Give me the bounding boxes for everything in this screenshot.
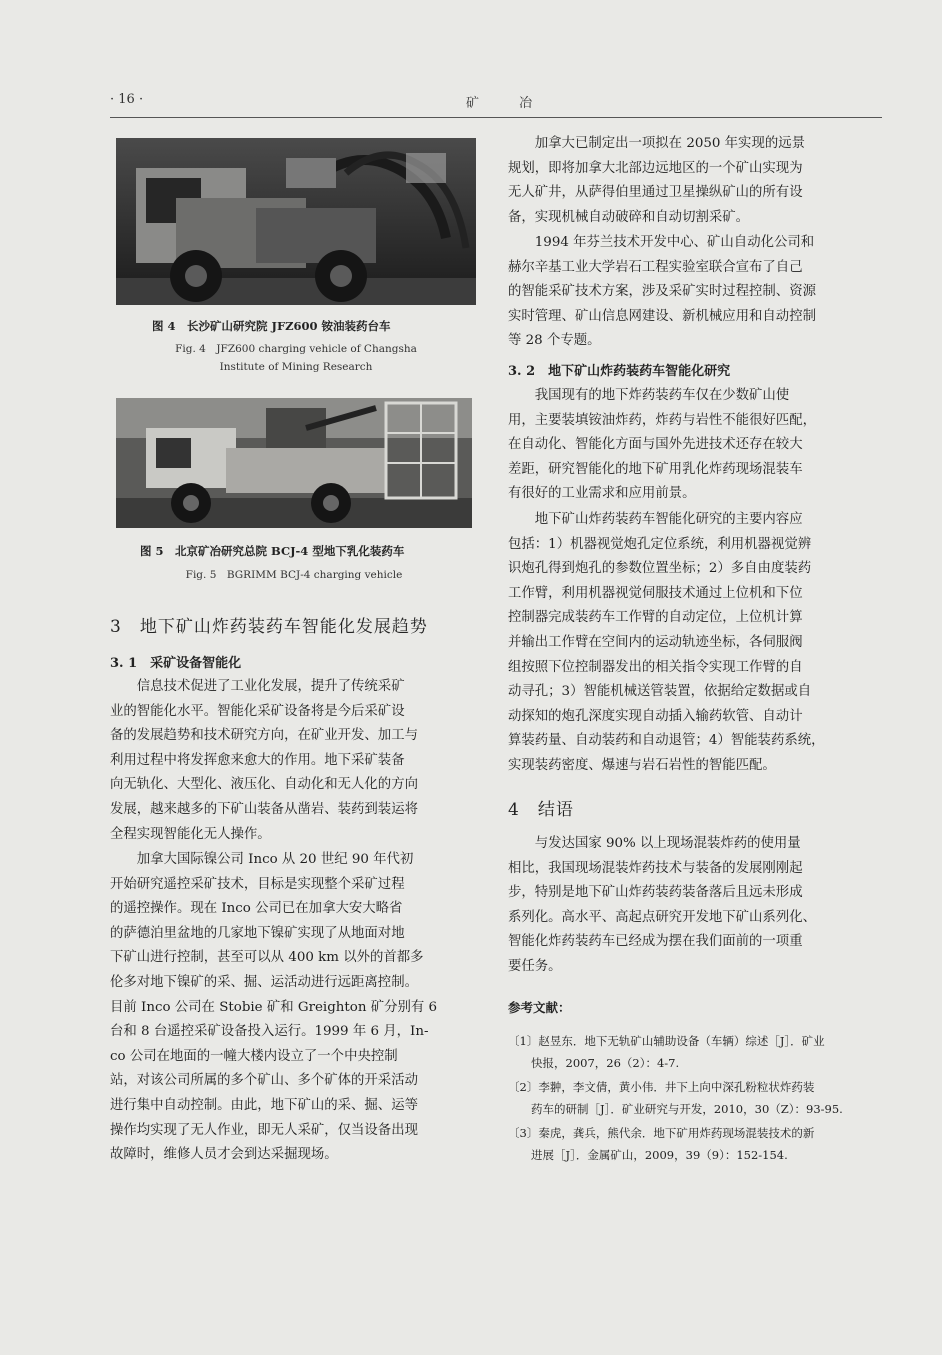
text-line: 的萨德泊里盆地的几家地下镍矿实现了从地面对地 (110, 925, 405, 941)
figure-5-photo (116, 398, 472, 528)
text-line: 全程实现智能化无人操作。 (110, 826, 271, 842)
text-line: 识炮孔得到炮孔的参数位置坐标；2）多自由度装药 (508, 561, 812, 577)
reference-2 (508, 1076, 876, 1120)
text-line: 动寻孔；3）智能机械送管装置，依据给定数据或自 (508, 684, 812, 700)
text-line: 操作均实现了无人作业，即无人采矿，仅当设备出现 (110, 1122, 418, 1138)
text-line: 算装药量、自动装药和自动退管；4）智能装药系统， (508, 733, 825, 749)
text-line: 〔1〕赵昱东．地下无轨矿山辅助设备（车辆）综述［J］．矿业 (508, 1034, 825, 1048)
figure-4-caption-en-2: Institute of Mining Research (219, 361, 373, 373)
text-line: 动探知的炮孔深度实现自动插入输药软管、自动计 (508, 708, 803, 724)
left-paragraph-1 (110, 675, 482, 847)
text-line: 〔2〕李翀，李文倩，黄小伟．井下上向中深孔粉粒状炸药装 (508, 1080, 815, 1094)
text-line: 药车的研制［J］．矿业研究与开发，2010，30（Z）：93-95. (508, 1102, 843, 1116)
text-line: 在自动化、智能化方面与国外先进技术还存在较大 (508, 437, 803, 453)
text-line: 发展，越来越多的下矿山装备从凿岩、装药到装运将 (110, 801, 418, 817)
text-line: 的遥控操作。现在 Inco 公司已在加拿大安大略省 (110, 901, 403, 917)
journal-name: 矿 冶 (466, 96, 551, 111)
references-title: 参考文献： (508, 1000, 571, 1015)
right-paragraph-2 (508, 231, 882, 354)
reference-3 (508, 1122, 876, 1166)
text-line: 向无轨化、大型化、液压化、自动化和无人化的方向 (110, 777, 418, 793)
text-line: 等 28 个专题。 (508, 333, 601, 349)
figure-5-caption-en: Fig. 5 BGRIMM BCJ-4 charging vehicle (185, 569, 403, 581)
text-line: 加拿大已制定出一项拟在 2050 年实现的远景 (508, 136, 806, 151)
text-line: 系列化。高水平、高起点研究开发地下矿山系列化、 (508, 909, 816, 925)
text-line: 并输出工作臂在空间内的运动轨迹坐标，各伺服阀 (508, 634, 803, 650)
text-line: 步，特别是地下矿山炸药装药装备落后且远未形成 (508, 885, 803, 901)
text-line: 控制器完成装药车工作臂的自动定位，上位机计算 (508, 610, 803, 626)
text-line: 下矿山进行控制，甚至可以从 400 km 以外的首都多 (110, 950, 424, 966)
section-3-title: 3 地下矿山炸药装药车智能化发展趋势 (110, 617, 428, 637)
header-rule (110, 117, 882, 118)
text-line: 开始研究遥控采矿技术，目标是实现整个采矿过程 (110, 876, 405, 892)
text-line: 的智能采矿技术方案，涉及采矿实时过程控制、资源 (508, 284, 816, 300)
subsection-3-2-title: 3. 2 地下矿山炸药装药车智能化研究 (508, 364, 731, 379)
text-line: 工作臂，利用机器视觉伺服技术通过上位机和下位 (508, 585, 803, 601)
text-line: 备的发展趋势和技术研究方向，在矿业开发、加工与 (110, 728, 418, 744)
page-number: · 16 · (110, 92, 144, 107)
text-line: co 公司在地面的一幢大楼内设立了一个中央控制 (110, 1048, 398, 1064)
text-line: 与发达国家 90% 以上现场混装炸药的使用量 (508, 836, 801, 851)
text-line: 要任务。 (508, 958, 562, 974)
text-line: 组按照下位控制器发出的相关指令实现工作臂的自 (508, 659, 803, 675)
text-line: 有很好的工业需求和应用前景。 (508, 486, 696, 502)
text-line: 〔3〕秦虎，龚兵，熊代余．地下矿用炸药现场混装技术的新 (508, 1126, 815, 1140)
figure-5-caption: 图 5 北京矿冶研究总院 BCJ-4 型地下乳化装药车 (140, 544, 405, 558)
text-line: 实现装药密度、爆速与岩石岩性的智能匹配。 (508, 757, 776, 773)
text-line: 加拿大国际镍公司 Inco 从 20 世纪 90 年代初 (110, 852, 414, 867)
text-line: 我国现有的地下炸药装药车仅在少数矿山使 (508, 388, 790, 403)
figure-4-photo (116, 138, 476, 305)
right-paragraph-3 (508, 384, 882, 507)
text-line: 伦多对地下镍矿的采、掘、运活动进行远距离控制。 (110, 974, 418, 990)
text-line: 相比，我国现场混装炸药技术与装备的发展刚刚起 (508, 860, 803, 876)
subsection-3-1-title: 3. 1 采矿设备智能化 (110, 656, 242, 671)
text-line: 赫尔辛基工业大学岩石工程实验室联合宣布了自己 (508, 259, 803, 275)
left-paragraph-2 (110, 848, 482, 1168)
text-line: 信息技术促进了工业化发展，提升了传统采矿 (110, 679, 405, 694)
text-line: 利用过程中将发挥愈来愈大的作用。地下采矿装备 (110, 752, 405, 768)
text-line: 1994 年芬兰技术开发中心、矿山自动化公司和 (508, 235, 815, 250)
text-line: 进行集中自动控制。由此，地下矿山的采、掘、运等 (110, 1097, 418, 1113)
running-header (110, 92, 882, 114)
reference-1 (508, 1030, 876, 1074)
text-line: 备，实现机械自动破碎和自动切割采矿。 (508, 209, 750, 225)
text-line: 进展［J］．金属矿山，2009，39（9）：152-154. (508, 1148, 788, 1162)
section-4-title: 4 结语 (508, 800, 574, 820)
text-line: 实时管理、矿山信息网建设、新机械应用和自动控制 (508, 308, 816, 324)
text-line: 站，对该公司所属的多个矿山、多个矿体的开采活动 (110, 1073, 418, 1089)
text-line: 快报，2007，26（2）：4-7. (508, 1056, 680, 1070)
text-line: 包括：1）机器视觉炮孔定位系统，利用机器视觉辨 (508, 536, 812, 552)
text-line: 故障时，维修人员才会到达采掘现场。 (110, 1147, 338, 1163)
text-line: 地下矿山炸药装药车智能化研究的主要内容应 (508, 512, 803, 527)
text-line: 用，主要装填铵油炸药，炸药与岩性不能很好匹配， (508, 412, 816, 428)
text-line: 差距，研究智能化的地下矿用乳化炸药现场混装车 (508, 461, 803, 477)
text-line: 业的智能化水平。智能化采矿设备将是今后采矿设 (110, 703, 405, 719)
figure-4-caption: 图 4 长沙矿山研究院 JFZ600 铵油装药台车 (152, 319, 391, 333)
text-line: 台和 8 台遥控采矿设备投入运行。1999 年 6 月，In- (110, 1024, 429, 1040)
figure-4-caption-en-1: Fig. 4 JFZ600 charging vehicle of Changsha (175, 343, 417, 355)
text-line: 目前 Inco 公司在 Stobie 矿和 Greighton 矿分别有 6 (110, 999, 438, 1015)
right-paragraph-5 (508, 832, 882, 980)
text-line: 智能化炸药装药车已经成为摆在我们面前的一项重 (508, 934, 803, 950)
text-line: 规划，即将加拿大北部边远地区的一个矿山实现为 (508, 160, 803, 176)
right-paragraph-1 (508, 132, 882, 230)
right-paragraph-4 (508, 508, 882, 779)
text-line: 无人矿井，从萨得伯里通过卫星操纵矿山的所有设 (508, 185, 803, 201)
